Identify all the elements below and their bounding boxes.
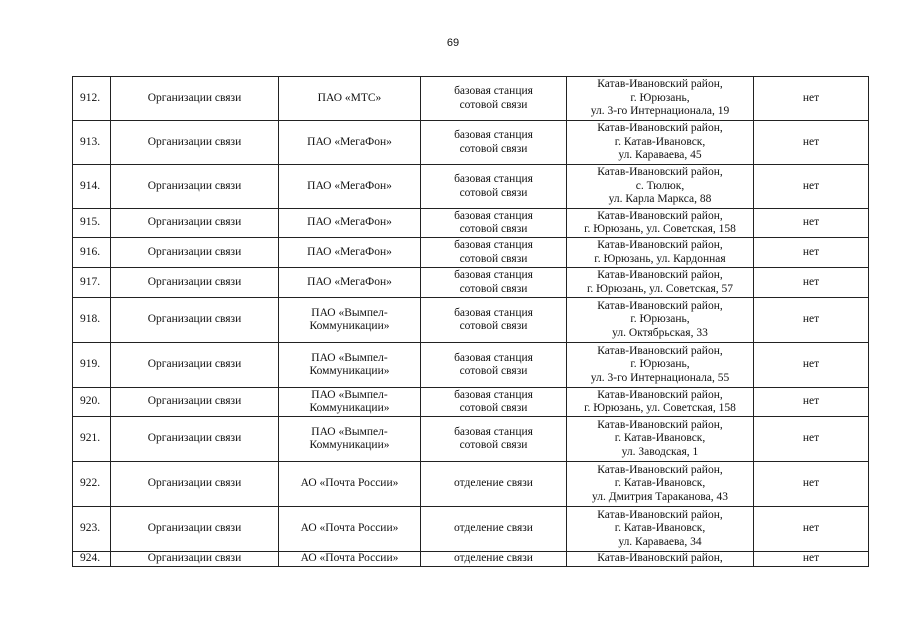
organization-cell [279,507,421,552]
table-row [73,77,869,121]
organization-cell [279,298,421,343]
address-cell-line: Катав-Ивановский район, [597,508,723,521]
address-cell-line: ул. 3-го Интернационала, 55 [590,371,730,384]
category-cell: Организации связи [111,388,279,417]
object-type-cell [421,165,567,209]
status-cell: нет [754,343,869,388]
address-cell-line: г. Юрюзань, ул. Советская, 158 [584,223,736,235]
category-cell: Организации связи [111,417,279,462]
organization-cell [279,268,421,298]
object-type-cell [421,298,567,343]
row-number-cell: 922. [73,462,111,507]
object-type-cell-line: сотовой связи [459,98,528,111]
address-cell-line: г. Юрюзань, [630,358,690,371]
status-cell: нет [754,121,869,165]
table-row [73,209,869,238]
organization-cell-line: АО «Почта России» [300,477,399,490]
address-cell [567,298,754,343]
object-type-cell-line: базовая станция [454,239,533,251]
address-cell-line: г. Юрюзань, ул. Советская, 57 [586,282,734,295]
address-cell-line: ул. Карла Маркса, 88 [608,193,712,206]
table-row [73,552,869,567]
address-cell-line: Катав-Ивановский район, [597,122,723,135]
organization-cell [279,238,421,268]
object-type-cell-line: сотовой связи [459,320,528,332]
category-cell: Организации связи [111,77,279,121]
category-cell: Организации связи [111,121,279,165]
object-type-cell-line: базовая станция [454,173,533,185]
address-cell-line: Катав-Ивановский район, [597,269,723,281]
address-cell-line: Катав-Ивановский район, [597,239,723,251]
organization-cell [279,552,421,567]
object-type-cell-line: базовая станция [454,306,533,319]
row-number-cell: 919. [73,343,111,388]
address-cell-line: Катав-Ивановский район, [597,344,723,357]
object-type-cell [421,462,567,507]
object-type-cell [421,77,567,121]
status-cell: нет [754,268,869,298]
status-cell: нет [754,165,869,209]
organization-cell-line: Коммуникации» [309,439,390,451]
address-cell-line: ул. Караваева, 34 [618,535,702,548]
address-cell [567,343,754,388]
row-number-cell: 913. [73,121,111,165]
address-cell-line: Катав-Ивановский район, [597,166,723,179]
organization-cell [279,343,421,388]
table-row [73,417,869,462]
address-cell-line: Катав-Ивановский район, [597,463,723,476]
object-type-cell-line: базовая станция [454,129,533,141]
address-cell [567,552,754,567]
organization-cell-line: ПАО «Вымпел- [311,351,388,364]
address-cell-line: ул. Октябрьская, 33 [612,326,708,339]
category-cell: Организации связи [111,165,279,209]
object-type-cell-line: отделение связи [454,552,533,565]
address-cell-line: г. Катав-Ивановск, [614,522,706,535]
organization-cell-line: ПАО «МегаФон» [307,179,392,192]
organization-cell-line: ПАО «Вымпел- [311,388,388,401]
object-type-cell [421,121,567,165]
address-cell-line: Катав-Ивановский район, [597,299,723,312]
row-number-cell: 924. [73,552,111,567]
address-cell-line: ул. Караваева, 45 [618,149,702,162]
row-number-cell: 918. [73,298,111,343]
organization-cell [279,462,421,507]
table-row [73,343,869,388]
object-type-cell [421,238,567,268]
address-cell-line: г. Юрюзань, ул. Советская, 158 [584,402,736,414]
object-type-cell-line: сотовой связи [459,252,528,265]
organization-cell-line: ПАО «Вымпел- [311,306,388,319]
status-cell: нет [754,552,869,567]
communications-registry-table [72,76,869,567]
address-cell-line: Катав-Ивановский район, [597,388,723,401]
category-cell: Организации связи [111,462,279,507]
category-cell: Организации связи [111,238,279,268]
object-type-cell-line: сотовой связи [459,439,528,451]
organization-cell [279,165,421,209]
table-row [73,238,869,268]
row-number-cell: 914. [73,165,111,209]
row-number-cell: 920. [73,388,111,417]
object-type-cell [421,417,567,462]
object-type-cell [421,343,567,388]
object-type-cell [421,388,567,417]
address-cell-line: г. Юрюзань, [630,91,690,104]
status-cell: нет [754,298,869,343]
address-cell-line: Катав-Ивановский район, [597,552,723,565]
address-cell-line: ул. 3-го Интернационала, 19 [590,105,730,118]
category-cell: Организации связи [111,268,279,298]
address-cell-line: г. Юрюзань, [630,313,690,326]
status-cell: нет [754,209,869,238]
status-cell: нет [754,417,869,462]
object-type-cell-line: сотовой связи [459,142,528,155]
address-cell [567,121,754,165]
organization-cell-line: АО «Почта России» [300,552,399,565]
organization-cell-line: ПАО «МТС» [317,91,382,104]
category-cell: Организации связи [111,209,279,238]
row-number-cell: 917. [73,268,111,298]
table-row [73,121,869,165]
object-type-cell-line: сотовой связи [459,365,528,377]
organization-cell-line: ПАО «МегаФон» [307,245,392,258]
object-type-cell-line: сотовой связи [459,282,528,295]
category-cell: Организации связи [111,298,279,343]
address-cell [567,507,754,552]
address-cell-line: ул. Дмитрия Тараканова, 43 [592,490,728,503]
organization-cell-line: ПАО «МегаФон» [307,216,392,229]
address-cell [567,238,754,268]
address-cell-line: Катав-Ивановский район, [597,418,723,431]
organization-cell [279,417,421,462]
organization-cell-line: Коммуникации» [309,320,390,332]
address-cell-line: с. Тюлюк, [635,179,685,192]
address-cell-line: г. Катав-Ивановск, [614,135,706,148]
category-cell: Организации связи [111,552,279,567]
object-type-cell-line: базовая станция [454,209,533,222]
object-type-cell-line: сотовой связи [459,186,528,199]
row-number-cell: 923. [73,507,111,552]
table-body [73,77,869,567]
address-cell [567,165,754,209]
address-cell [567,417,754,462]
row-number-cell: 915. [73,209,111,238]
organization-cell-line: ПАО «Вымпел- [311,425,388,438]
organization-cell [279,121,421,165]
address-cell [567,462,754,507]
object-type-cell-line: отделение связи [454,477,533,490]
object-type-cell-line: отделение связи [454,522,533,535]
table-row [73,268,869,298]
organization-cell [279,209,421,238]
table-row [73,165,869,209]
table-row [73,388,869,417]
row-number-cell: 912. [73,77,111,121]
status-cell: нет [754,462,869,507]
table-row [73,507,869,552]
category-cell: Организации связи [111,343,279,388]
organization-cell-line: ПАО «МегаФон» [307,275,392,288]
table-row [73,462,869,507]
object-type-cell [421,209,567,238]
status-cell: нет [754,77,869,121]
object-type-cell-line: базовая станция [454,351,533,364]
address-cell [567,77,754,121]
address-cell-line: ул. Заводская, 1 [621,445,699,458]
page-number: 69 [446,37,460,49]
organization-cell [279,388,421,417]
object-type-cell [421,268,567,298]
object-type-cell-line: базовая станция [454,425,533,438]
object-type-cell [421,507,567,552]
address-cell-line: г. Катав-Ивановск, [614,432,706,445]
address-cell-line: г. Катав-Ивановск, [614,477,706,490]
object-type-cell-line: сотовой связи [459,223,528,235]
organization-cell [279,77,421,121]
object-type-cell [421,552,567,567]
row-number-cell: 916. [73,238,111,268]
object-type-cell-line: базовая станция [454,85,533,97]
address-cell-line: г. Юрюзань, ул. Кардонная [594,252,726,265]
address-cell [567,268,754,298]
organization-cell-line: ПАО «МегаФон» [307,135,392,148]
row-number-cell: 921. [73,417,111,462]
organization-cell-line: АО «Почта России» [300,522,399,535]
status-cell: нет [754,238,869,268]
address-cell-line: Катав-Ивановский район, [597,209,723,222]
table-row [73,298,869,343]
address-cell-line: Катав-Ивановский район, [597,78,723,91]
status-cell: нет [754,388,869,417]
object-type-cell-line: сотовой связи [459,402,528,414]
category-cell: Организации связи [111,507,279,552]
organization-cell-line: Коммуникации» [309,365,390,377]
address-cell [567,388,754,417]
object-type-cell-line: базовая станция [454,388,533,401]
address-cell [567,209,754,238]
object-type-cell-line: базовая станция [454,269,533,281]
organization-cell-line: Коммуникации» [309,402,390,414]
status-cell: нет [754,507,869,552]
